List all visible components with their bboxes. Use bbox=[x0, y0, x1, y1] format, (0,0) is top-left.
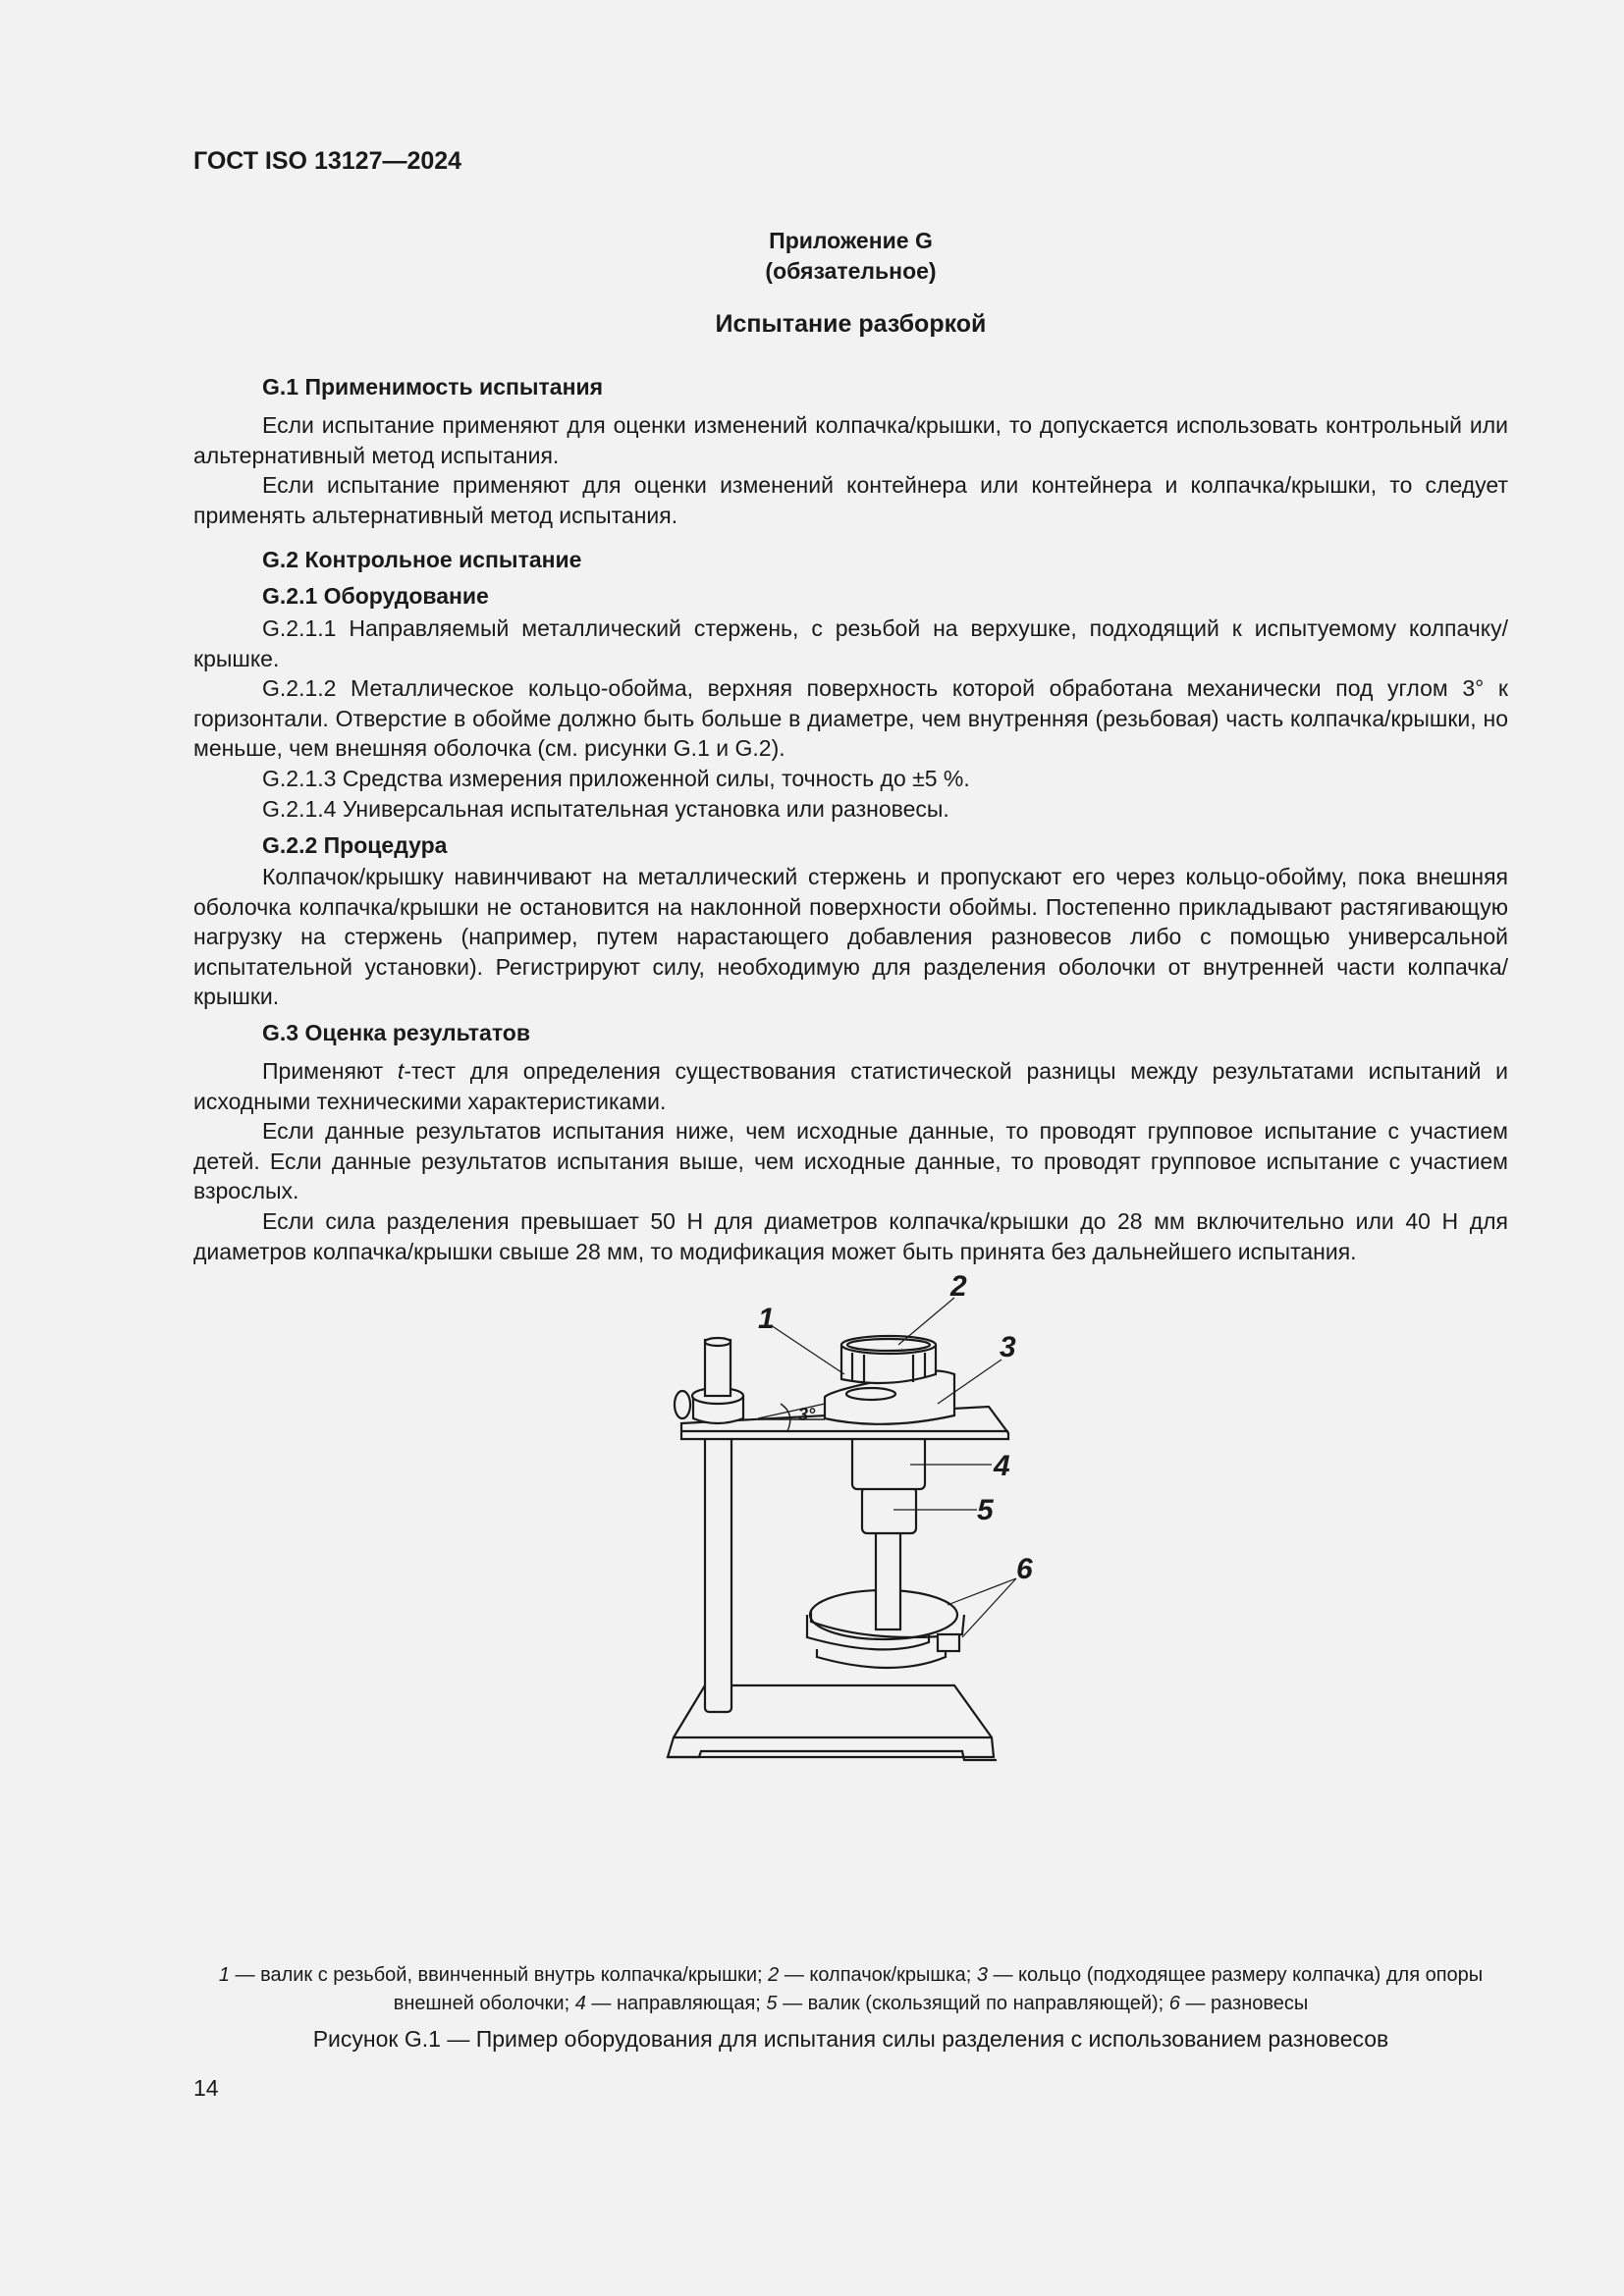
clamp-post bbox=[675, 1338, 743, 1423]
g22-body bbox=[193, 862, 1508, 1012]
paragraph: Если испытание применяют для оценки изменений контейнера или контейнера и колпачка/крышки, то следует применять альтернативный метод испытания. bbox=[193, 472, 1508, 528]
paragraph: Если данные результатов испытания ниже, чем исходные данные, то проводят групповое испытание с участием детей. Если данные результатов испытания выше, чем исходные данные, то проводят групповое испытание с участием взрослых. bbox=[193, 1118, 1508, 1204]
paragraph: Если испытание применяют для оценки изменений колпачка/крышки, то допускается использовать контрольный или альтернативный метод испытания. bbox=[193, 412, 1508, 468]
legend-item: 5 — валик (скользящий по направляющей); bbox=[766, 1993, 1169, 2014]
legend-item: 3 — кольцо (подходящее размеру колпачка) для опоры внешней оболочки; bbox=[393, 1964, 1484, 2014]
g3-heading: G.3 Оценка результатов bbox=[262, 1020, 530, 1045]
label-1: 1 bbox=[758, 1303, 775, 1335]
paragraph bbox=[193, 1056, 1508, 1116]
paragraph: G.2.1.3 Средства измерения приложенной силы, точность до ±5 %. bbox=[262, 765, 970, 791]
ring-and-cap bbox=[825, 1336, 954, 1424]
paragraph: G.2.1.4 Универсальная испытательная установка или разновесы. bbox=[262, 795, 949, 822]
g1-body bbox=[193, 410, 1508, 530]
paragraph: Если сила разделения превышает 50 Н для диаметров колпачка/крышки до 28 мм включительно или 40 Н для диаметров колпачка/крышки свыше 28 мм, то модификация может быть принята без дальнейшего испытания. bbox=[193, 1207, 1508, 1264]
g21-body bbox=[193, 614, 1508, 824]
label-5: 5 bbox=[977, 1494, 994, 1526]
annex-status: (обязательное) bbox=[765, 258, 937, 284]
g2-heading: G.2 Контрольное испытание bbox=[262, 547, 582, 572]
figure-g1-apparatus bbox=[638, 1266, 1080, 1973]
label-3: 3 bbox=[1000, 1331, 1016, 1363]
legend-item: 6 — разновесы bbox=[1168, 1993, 1309, 2014]
figure-legend bbox=[193, 1961, 1508, 2018]
text: -тест для определения существования статистической разницы между результатами испытаний и исходными техническими характеристиками. bbox=[193, 1058, 1508, 1114]
label-2: 2 bbox=[950, 1270, 967, 1303]
legend-item: 2 — колпачок/крышка; bbox=[768, 1964, 977, 1986]
paragraph: G.2.1.2 Металлическое кольцо-обойма, верхняя поверхность которой обработана механически под углом 3° к горизонтали. Отверстие в обойме должно быть больше в диаметре, чем внутренняя (резьбовая) часть колпачка/крышки, но меньше, чем внешняя оболочка (см. рисунки G.1 и G.2). bbox=[193, 675, 1508, 762]
figure-title: Рисунок G.1 — Пример оборудования для испытания силы разделения с использованием разновесов bbox=[312, 2026, 1389, 2052]
legend-item: 4 — направляющая; bbox=[574, 1993, 767, 2014]
page-number: 14 bbox=[193, 2075, 219, 2101]
g1-heading: G.1 Применимость испытания bbox=[262, 374, 604, 400]
paragraph: G.2.1.1 Направляемый металлический стержень, с резьбой на верхушке, подходящий к испытуемому колпачку/крышке. bbox=[193, 615, 1508, 671]
annex-name: Испытание разборкой bbox=[715, 310, 987, 338]
text: t bbox=[397, 1058, 405, 1084]
paragraph: Колпачок/крышку навинчивают на металлический стержень и пропускают его через кольцо-обойму, пока внешняя оболочка колпачка/крышки не остановится на наклонной поверхности обоймы. Постепенно прикладывают растягивающую нагрузку на стержень (например, путем нарастающего добавления разновесов либо с помощью универсальной испытательной установки). Регистрируют силу, необходимую для разделения оболочки от внутренней части колпачка/крышки. bbox=[193, 864, 1508, 1010]
legend-item: 1 — валик с резьбой, ввинченный внутрь колпачка/крышки; bbox=[218, 1964, 769, 1986]
angle-label: 3° bbox=[798, 1405, 816, 1424]
guide bbox=[852, 1433, 925, 1489]
g3-body bbox=[193, 1056, 1508, 1266]
label-4: 4 bbox=[994, 1450, 1010, 1482]
label-6: 6 bbox=[1016, 1553, 1033, 1585]
rear-column bbox=[705, 1435, 731, 1712]
g21-heading: G.2.1 Оборудование bbox=[262, 583, 489, 609]
text: Применяют bbox=[262, 1058, 398, 1084]
document-header: ГОСТ ISO 13127—2024 bbox=[193, 147, 462, 175]
rod bbox=[876, 1531, 900, 1629]
g22-heading: G.2.2 Процедура bbox=[262, 832, 448, 858]
annex-title: Приложение G bbox=[769, 228, 933, 253]
